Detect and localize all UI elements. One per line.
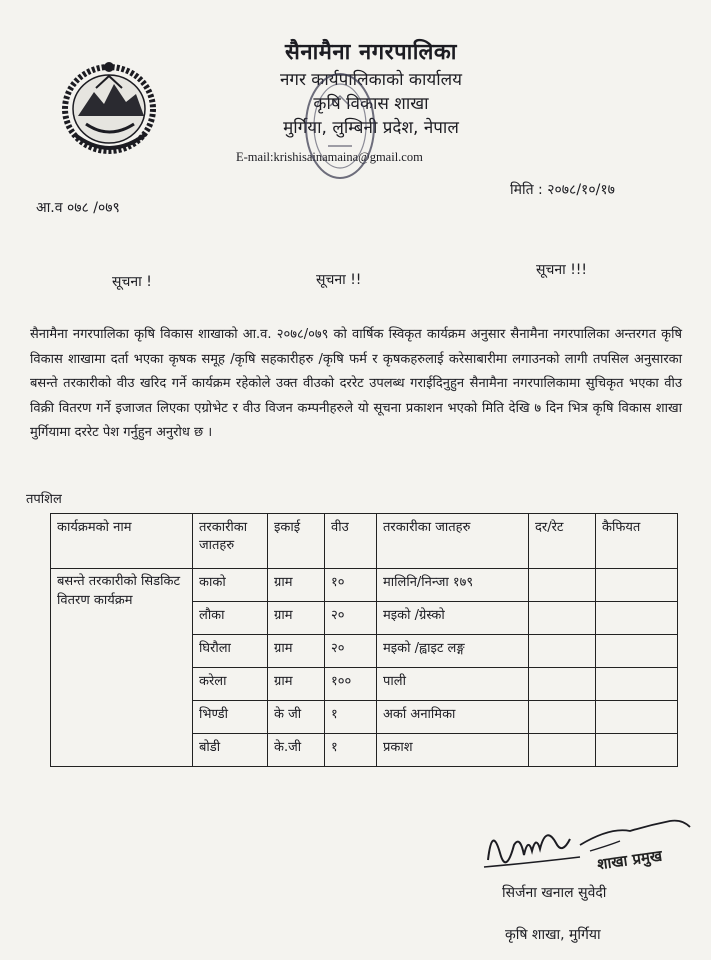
unit-cell: के.जी [268,734,325,767]
seed-rate-table [50,513,678,767]
quantity-cell: २० [325,635,377,668]
table-header-row [51,514,678,569]
remarks-cell [596,602,678,635]
header-remarks: कैफियत [596,514,678,569]
header-unit: इकाई [268,514,325,569]
rate-cell [529,701,596,734]
branch-name: कृषि विकास शाखा [313,94,429,114]
unit-cell: ग्राम [268,668,325,701]
header-program: कार्यक्रमको नाम [51,514,193,569]
vegetable-cell: काको [193,569,268,602]
variety-cell: मालिनि/निन्जा १७९ [377,569,529,602]
office-address: मुर्गिया, लुम्बिनी प्रदेश, नेपाल [283,118,459,138]
header-variety: तरकारीका जातहरु [377,514,529,569]
vegetable-cell: घिरौला [193,635,268,668]
remarks-cell [596,734,678,767]
header-rate: दर/रेट [529,514,596,569]
program-name-cell: बसन्ते तरकारीको सिडकिट वितरण कार्यक्रम [51,569,193,767]
issue-date: मिति : २०७८/१०/१७ [510,182,615,198]
unit-cell: ग्राम [268,569,325,602]
remarks-cell [596,569,678,602]
role-stamp: शाखा प्रमुख [596,846,664,874]
variety-cell: अर्का अनामिका [377,701,529,734]
office-name: नगर कार्यपालिकाको कार्यालय [279,70,463,90]
signer-office: कृषि शाखा, मुर्गिया [505,927,601,943]
office-email: E-mail:krishisainamaina@gmail.com [236,150,423,164]
quantity-cell: १० [325,569,377,602]
remarks-cell [596,635,678,668]
rate-cell [529,635,596,668]
municipality-name: सैनामैना नगरपालिका [285,40,457,65]
details-label: तपशिल [26,492,62,507]
header-seed: वीउ [325,514,377,569]
fiscal-year: आ.व ०७८ /०७९ [36,200,120,216]
quantity-cell: १०० [325,668,377,701]
rate-cell [529,668,596,701]
notice-label-1: सूचना ! [112,274,152,290]
remarks-cell [596,668,678,701]
variety-cell: प्रकाश [377,734,529,767]
table-row [51,569,678,602]
remarks-cell [596,701,678,734]
vegetable-cell: करेला [193,668,268,701]
unit-cell: के जी [268,701,325,734]
rate-cell [529,569,596,602]
notice-label-2: सूचना !! [316,272,362,288]
rate-cell [529,734,596,767]
variety-cell: मइको /ह्वाइट लङ्ग [377,635,529,668]
variety-cell: पाली [377,668,529,701]
variety-cell: मइको /ग्रेस्को [377,602,529,635]
notice-body: सैनामैना नगरपालिका कृषि विकास शाखाको आ.व. २०७८/०७९ को वार्षिक स्विकृत कार्यक्रम अनुसार सैनामैना नगरपालिका अन्तरगत कृषि विकास शाखामा दर्ता भएका कृषक समूह /कृषि सहकारीहरु /कृषि फर्म र कृषकहरुलाई करेसाबारीमा लगाउनको लागी तपसिल अनुसारका बसन्ते तरकारीको वीउ खरिद गर्ने कार्यक्रम रहेकोले उक्त वीउको दररेट उपलब्ध गराईदिनुहुन सैनामैना नगरपालिकामा सुचिकृत भएका वीउ विक्री वितरण गर्ने इजाजत लिएका एग्रोभेट र वीउ विजन कम्पनीहरुले यो सूचना प्रकाशन भएको मिति देखि ७ दिन भित्र कृषि विकास शाखा मुर्गियामा दररेट पेश गर्नुहुन अनुरोध छ । [30,327,682,440]
signature-icon [470,805,700,895]
vegetable-cell: भिण्डी [193,701,268,734]
signer-name: सिर्जना खनाल सुवेदी [502,885,607,901]
unit-cell: ग्राम [268,635,325,668]
quantity-cell: २० [325,602,377,635]
unit-cell: ग्राम [268,602,325,635]
quantity-cell: १ [325,734,377,767]
header-vegetable: तरकारीका जातहरु [193,514,268,569]
notice-label-3: सूचना !!! [536,262,588,278]
vegetable-cell: बोडी [193,734,268,767]
nepal-emblem-icon [56,54,162,158]
rate-cell [529,602,596,635]
quantity-cell: १ [325,701,377,734]
office-stamp-icon [300,66,380,186]
vegetable-cell: लौका [193,602,268,635]
